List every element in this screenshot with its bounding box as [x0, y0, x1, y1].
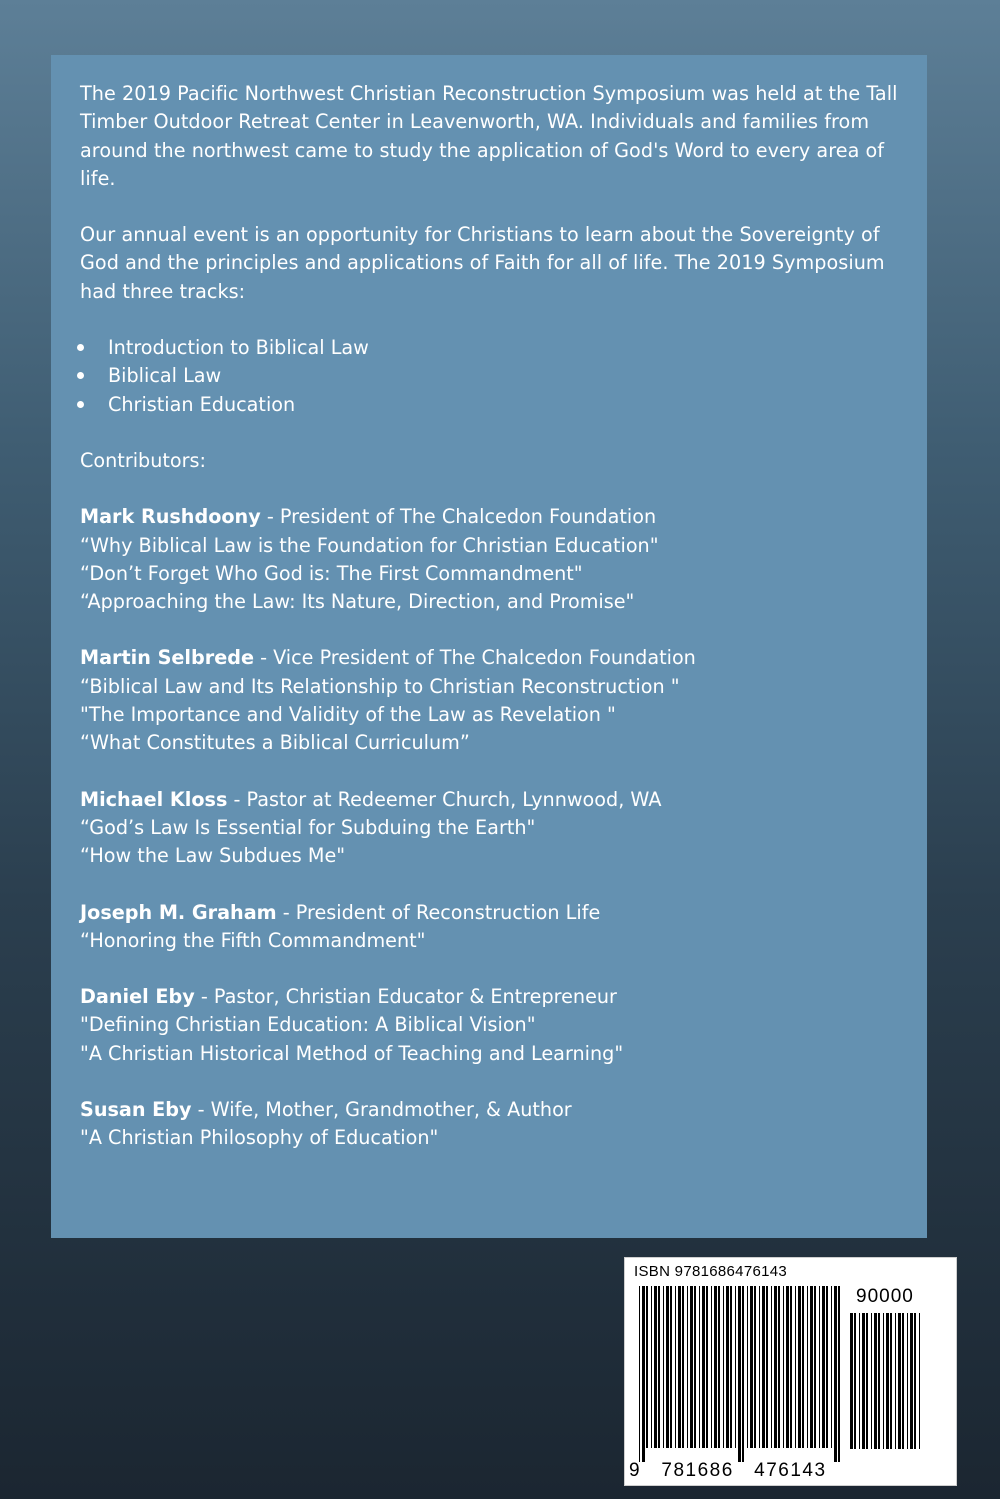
track-label: Biblical Law	[108, 364, 222, 388]
talk-title: “How the Law Subdues Me"	[80, 844, 346, 868]
contributor-role: - Pastor at Redeemer Church, Lynnwood, WA	[227, 787, 662, 811]
barcode-bar	[866, 1313, 868, 1449]
barcode-bar	[778, 1286, 780, 1448]
barcode-bar	[690, 1286, 693, 1448]
barcode-bar	[675, 1286, 676, 1448]
barcode-digits: 9 781686 476143	[629, 1460, 827, 1481]
contributor-role: - President of Reconstruction Life	[276, 900, 601, 924]
bullet-icon	[77, 344, 84, 351]
barcode-bar	[678, 1286, 681, 1448]
barcode-bar	[854, 1313, 856, 1449]
barcode-bar	[898, 1313, 901, 1449]
barcode-bar	[711, 1286, 712, 1448]
talk-title: “Biblical Law and Its Relationship to Christian Reconstruction "	[80, 674, 680, 698]
barcode-bar	[802, 1286, 804, 1448]
talk-title: “God’s Law Is Essential for Subduing the Earth"	[80, 815, 536, 839]
contributor-role: - Wife, Mother, Grandmother, & Author	[191, 1098, 572, 1122]
barcode-bar	[702, 1286, 705, 1448]
talk-title: “Why Biblical Law is the Foundation for Christian Education"	[80, 533, 659, 557]
talk-title: "A Christian Historical Method of Teaching and Learning"	[80, 1041, 624, 1065]
contributor-role: - President of The Chalcedon Foundation	[260, 505, 657, 529]
barcode-bar	[895, 1313, 896, 1449]
contributor-name: Joseph M. Graham	[80, 900, 277, 924]
talk-title: "Defining Christian Education: A Biblical Vision"	[80, 1013, 536, 1037]
barcode-bar	[810, 1286, 813, 1448]
barcode-bar	[831, 1286, 832, 1448]
barcode-bar	[658, 1286, 660, 1448]
barcode-bar	[651, 1286, 652, 1448]
contributors-heading: Contributors:	[80, 448, 206, 472]
contributor-role: - Pastor, Christian Educator & Entrepreneur	[194, 985, 617, 1009]
barcode-bar	[747, 1286, 748, 1448]
bullet-icon	[77, 372, 84, 379]
barcode-bar	[759, 1286, 760, 1448]
barcode-bar	[859, 1313, 860, 1449]
contributor-daniel-eby	[80, 983, 898, 1068]
barcode-bar	[699, 1286, 700, 1448]
barcode-bar	[919, 1313, 920, 1449]
contributor-michael-kloss	[80, 786, 898, 871]
barcode-bar	[883, 1313, 884, 1449]
barcode-bar	[750, 1286, 753, 1448]
contributor-susan-eby	[80, 1096, 898, 1153]
intro-paragraph-2: Our annual event is an opportunity for Christians to learn about the Sovereignty of God and the principles and applications of Faith for all of life. The 2019 Symposium had three tracks:	[80, 223, 885, 303]
track-item	[80, 391, 898, 419]
talk-title: “Approaching the Law: Its Nature, Direction, and Promise"	[80, 590, 635, 614]
barcode-bar	[730, 1286, 732, 1448]
barcode-bar	[850, 1313, 853, 1449]
contributor-joseph-graham	[80, 899, 898, 956]
barcode-bar	[826, 1286, 828, 1448]
barcode-bar	[907, 1313, 908, 1449]
barcode-bar	[762, 1286, 765, 1448]
talk-title: "A Christian Philosophy of Education"	[80, 1126, 439, 1150]
talk-title: “Don’t Forget Who God is: The First Commandment"	[80, 561, 583, 585]
barcode-bar	[807, 1286, 808, 1448]
barcode-bar	[914, 1313, 916, 1449]
contributor-mark-rushdoony	[80, 503, 898, 616]
track-item	[80, 362, 898, 390]
barcode-bar	[754, 1286, 756, 1448]
barcode-bar	[862, 1313, 865, 1449]
barcode-bar	[738, 1286, 741, 1462]
track-label: Introduction to Biblical Law	[108, 336, 369, 360]
contributor-name: Susan Eby	[80, 1098, 192, 1122]
barcode-bar	[654, 1286, 657, 1448]
barcode-bar	[795, 1286, 796, 1448]
contributor-name: Mark Rushdoony	[80, 505, 261, 529]
bullet-icon	[77, 401, 84, 408]
contributor-name: Michael Kloss	[80, 787, 228, 811]
contributor-martin-selbrede	[80, 644, 898, 757]
barcode-bar	[666, 1286, 669, 1448]
tracks-list	[80, 334, 898, 419]
barcode-bar	[790, 1286, 792, 1448]
barcode-bar	[639, 1286, 640, 1462]
barcode-bar	[663, 1286, 664, 1448]
barcode-bar	[902, 1313, 904, 1449]
barcode-bar	[706, 1286, 708, 1448]
contributor-name: Martin Selbrede	[80, 646, 254, 670]
barcode-bar	[822, 1286, 825, 1448]
barcode-bar	[874, 1313, 877, 1449]
barcode-bar	[910, 1313, 913, 1449]
barcode-bar	[646, 1286, 648, 1448]
barcode-bar	[726, 1286, 729, 1448]
barcode-bar	[714, 1286, 717, 1448]
barcode-bar	[735, 1286, 736, 1448]
barcode-bar	[838, 1286, 840, 1462]
barcode-bar	[798, 1286, 801, 1448]
contributor-name: Daniel Eby	[80, 985, 195, 1009]
barcode-bar	[871, 1313, 872, 1449]
barcode-bar	[687, 1286, 688, 1448]
isbn-barcode	[624, 1257, 957, 1486]
barcode-bar	[774, 1286, 777, 1448]
barcode-bar	[834, 1286, 837, 1462]
barcode-bar	[878, 1313, 880, 1449]
barcode-bar	[723, 1286, 724, 1448]
track-item	[80, 334, 898, 362]
barcode-bar	[742, 1286, 744, 1462]
addon-barcode-bars	[850, 1313, 922, 1463]
barcode-bar	[771, 1286, 772, 1448]
contributor-role: - Vice President of The Chalcedon Foundation	[253, 646, 696, 670]
talk-title: "The Importance and Validity of the Law as Revelation "	[80, 703, 616, 727]
barcode-bar	[886, 1313, 889, 1449]
barcode-bar	[694, 1286, 696, 1448]
barcode-bars	[639, 1286, 841, 1462]
talk-title: “What Constitutes a Biblical Curriculum”	[80, 731, 470, 755]
track-label: Christian Education	[108, 392, 296, 416]
barcode-bar	[786, 1286, 789, 1448]
barcode-bar	[718, 1286, 720, 1448]
barcode-bar	[670, 1286, 672, 1448]
barcode-bar	[783, 1286, 784, 1448]
intro-paragraph-1: The 2019 Pacific Northwest Christian Reconstruction Symposium was held at the Tall Timber Outdoor Retreat Center in Leavenworth, WA. Individuals and families from around the northwest came to study the application of God's Word to every area of life.	[80, 82, 898, 190]
barcode-bar	[682, 1286, 684, 1448]
back-cover-text-panel	[51, 55, 927, 1238]
price-code: 90000	[856, 1286, 914, 1307]
barcode-bar	[890, 1313, 892, 1449]
isbn-label: ISBN 9781686476143	[634, 1263, 788, 1280]
barcode-bar	[766, 1286, 768, 1448]
barcode-bar	[642, 1286, 645, 1462]
barcode-bar	[814, 1286, 816, 1448]
talk-title: “Honoring the Fifth Commandment"	[80, 928, 426, 952]
barcode-bar	[819, 1286, 820, 1448]
